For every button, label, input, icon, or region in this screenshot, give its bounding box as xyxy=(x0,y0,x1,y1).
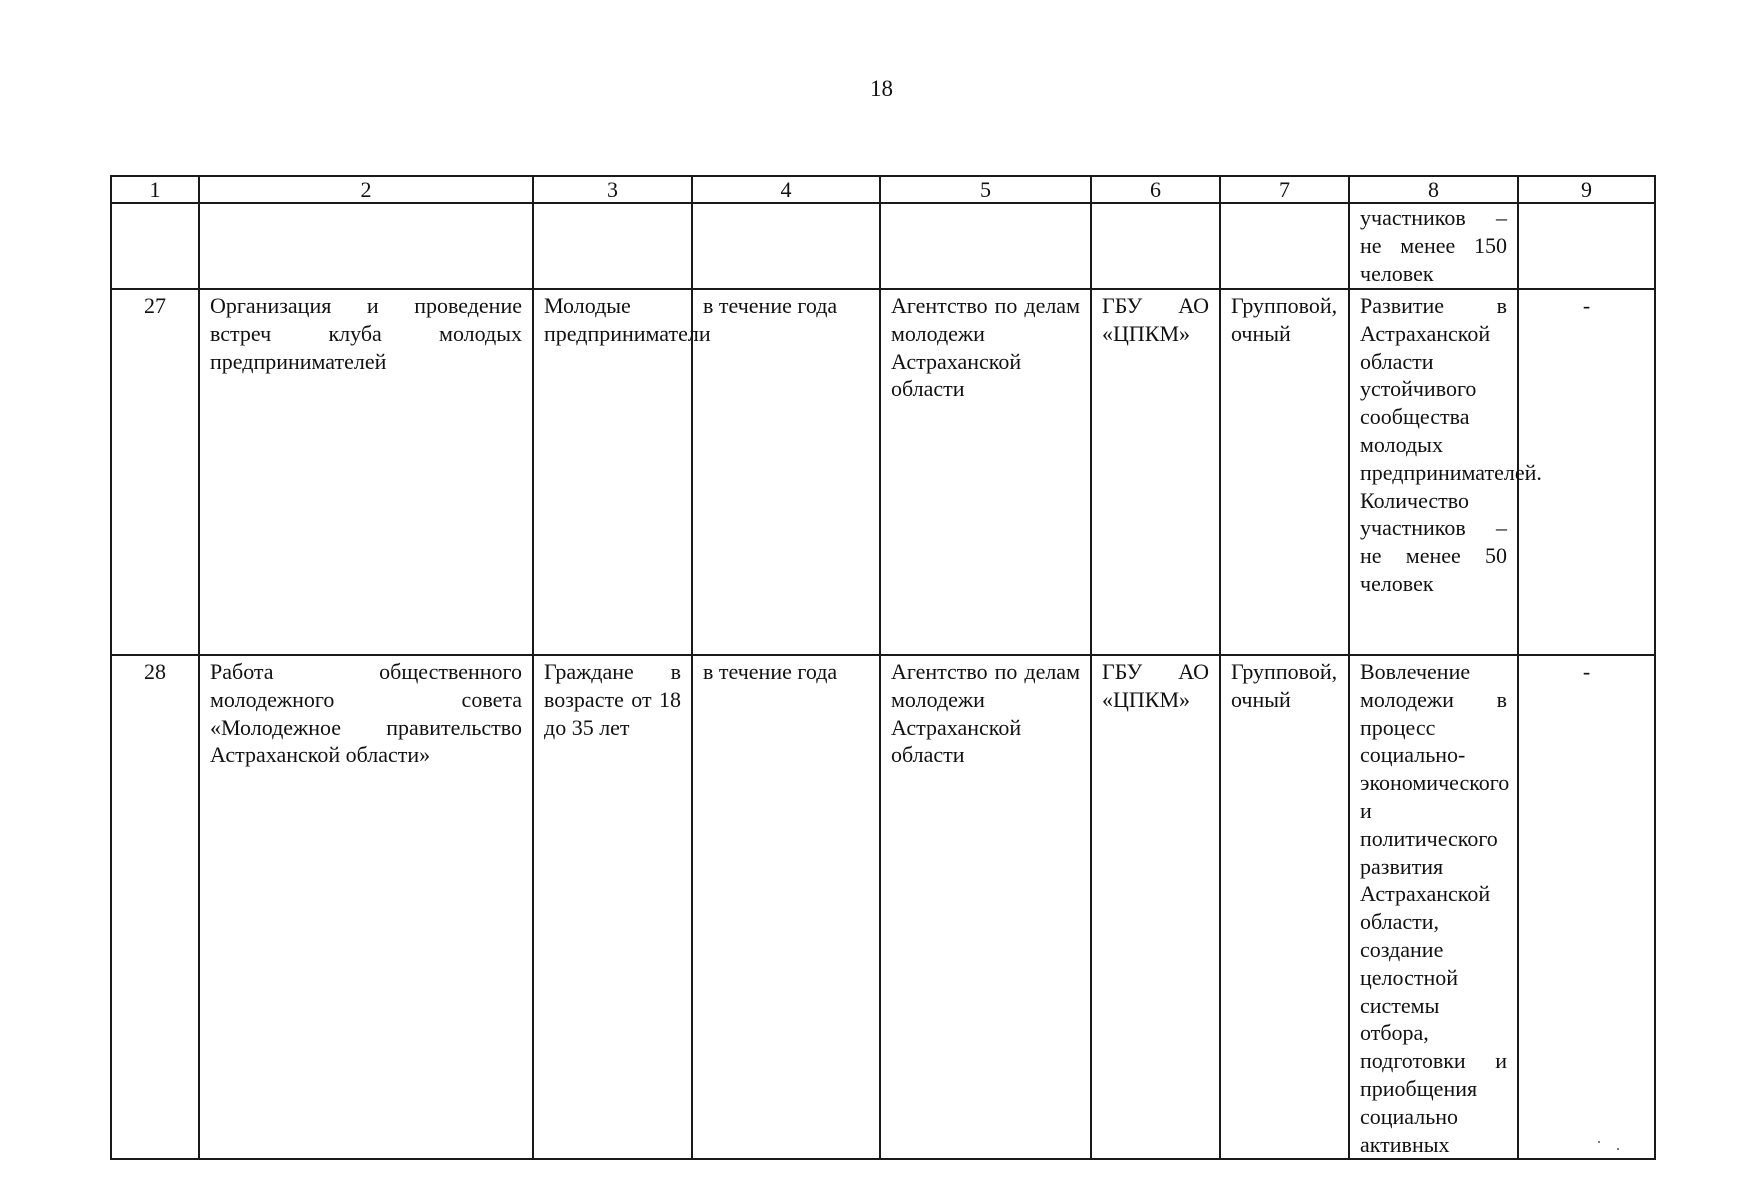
column-number-5: 5 xyxy=(880,176,1091,203)
event-name-cell: Работа общественного молодежного совета «Молодежное правительство Астраханской области» xyxy=(199,655,533,1159)
column-number-4: 4 xyxy=(692,176,880,203)
table-row-continuation xyxy=(111,203,1655,289)
table-header-row xyxy=(111,176,1655,203)
event-name-cell: Организация и проведение встреч клуба молодых предпринимателей xyxy=(199,289,533,655)
column-number-3: 3 xyxy=(533,176,692,203)
empty-cell xyxy=(1091,203,1220,289)
column-number-7: 7 xyxy=(1220,176,1349,203)
timing-cell: в течение года xyxy=(692,655,880,1159)
scan-speck xyxy=(1617,1148,1619,1150)
column-number-2: 2 xyxy=(199,176,533,203)
result-cell-continued: участников – не менее 150 человек xyxy=(1349,203,1518,289)
page-number: 18 xyxy=(870,76,893,101)
column-9-cell: - xyxy=(1518,289,1655,655)
events-table xyxy=(110,175,1656,1160)
row-number-cell: 27 xyxy=(111,289,199,655)
format-cell: Групповой, очный xyxy=(1220,655,1349,1159)
format-cell: Групповой, очный xyxy=(1220,289,1349,655)
empty-cell xyxy=(880,203,1091,289)
column-number-9: 9 xyxy=(1518,176,1655,203)
row-number-cell: 28 xyxy=(111,655,199,1159)
column-number-1: 1 xyxy=(111,176,199,203)
empty-cell xyxy=(1220,203,1349,289)
table-row xyxy=(111,655,1655,1159)
responsible-cell: Агентство по делам молодежи Астраханской области xyxy=(880,289,1091,655)
scan-speck xyxy=(1598,1141,1600,1143)
table-row xyxy=(111,289,1655,655)
audience-cell: Граждане в возрасте от 18 до 35 лет xyxy=(533,655,692,1159)
result-cell: Вовлечение молодежи в процесс социально-экономического и политического развития Астраханской области, создание целостной системы отбора, подготовки и приобщения социально активных xyxy=(1349,655,1518,1159)
column-number-8: 8 xyxy=(1349,176,1518,203)
empty-cell xyxy=(111,203,199,289)
executor-cell: ГБУ АО «ЦПКМ» xyxy=(1091,289,1220,655)
result-cell: Развитие в Астраханской области устойчивого сообщества молодых предпринимателей. Количество участников – не менее 50 человек xyxy=(1349,289,1518,655)
timing-cell: в течение года xyxy=(692,289,880,655)
empty-cell xyxy=(692,203,880,289)
column-number-6: 6 xyxy=(1091,176,1220,203)
empty-cell xyxy=(199,203,533,289)
executor-cell: ГБУ АО «ЦПКМ» xyxy=(1091,655,1220,1159)
column-9-cell: - xyxy=(1518,655,1655,1159)
empty-cell xyxy=(533,203,692,289)
audience-cell: Молодые предприниматели xyxy=(533,289,692,655)
responsible-cell: Агентство по делам молодежи Астраханской области xyxy=(880,655,1091,1159)
empty-cell xyxy=(1518,203,1655,289)
